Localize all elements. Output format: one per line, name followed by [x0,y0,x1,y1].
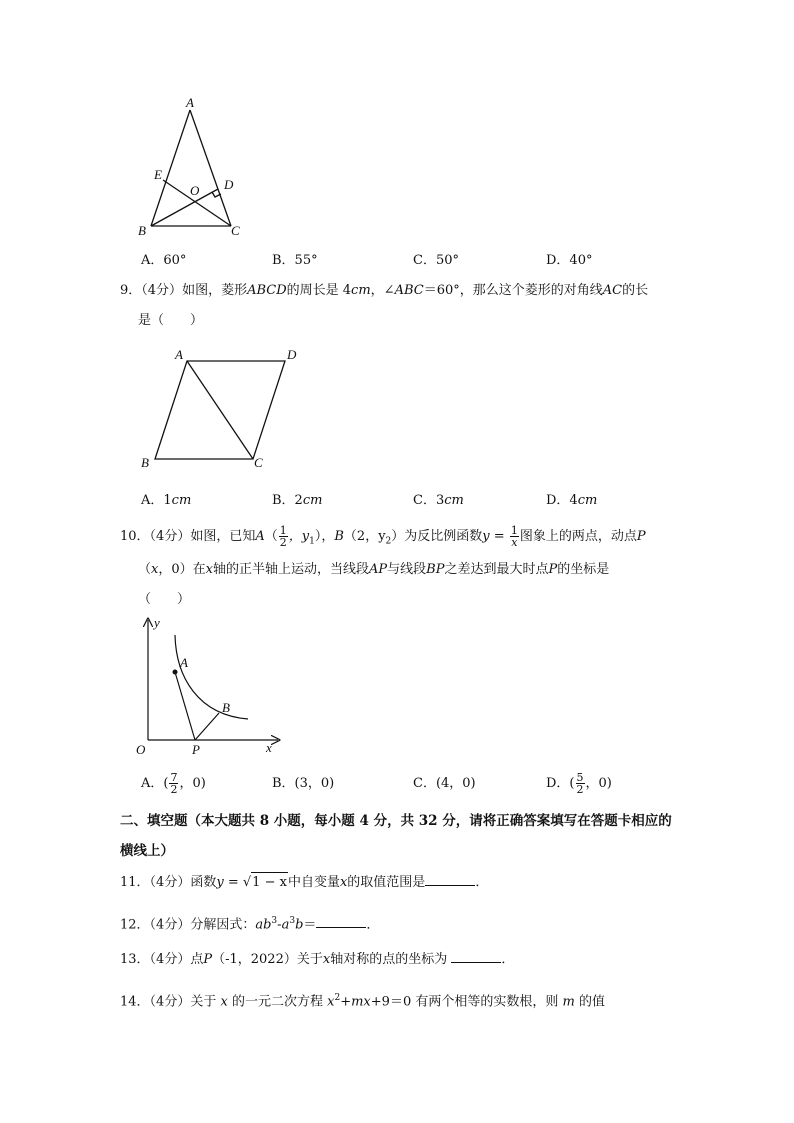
q10-label-o: O [136,742,146,757]
q10-graph-figure [128,615,288,760]
q10-label-a: A [180,655,188,670]
q8-triangle-figure [130,95,270,240]
q8-label-c: C [231,223,240,238]
q10-option-c[interactable]: C．(4，0) [413,776,476,791]
q8-label-a: A [186,95,194,110]
q10-label-y: y [154,615,160,630]
q11-answer-blank[interactable] [425,873,475,886]
section2-heading-line1: 二、填空题（本大题共 8 小题，每小题 4 分，共 32 分，请将正确答案填写在答题卡相应的 [120,813,672,829]
q10-question-line1: 10．（4分）如图，已知A（ $\frac{1}{2}$ ，$y_1$），B（2，$y_2$）为反比例函数y = $\frac{1}{x}$ 图象上的两点，动点P [120,524,646,549]
q12-answer-blank[interactable] [316,915,366,928]
q10-question-line3: （ ） [138,592,191,607]
q12-question: 12．（4分）分解因式：$ab^3-a^3b=$ ． [120,916,380,933]
section2-heading-line2: 横线上） [120,843,174,859]
q10-option-d[interactable]: D．( $\frac{5}{2}$ ，0) [546,771,612,796]
q8-side-ac [190,110,231,226]
q8-label-d: D [224,177,234,192]
q9-diagonal-ac [187,361,253,459]
q9-label-b: B [141,455,149,470]
q10-option-b[interactable]: B．(3，0) [272,776,335,791]
q10-option-a[interactable]: A．( $\frac{7}{2}$ ，0) [141,771,206,796]
q11-question: 11．（4分）函数y = √1 − x中自变量x的取值范围是 ． [120,872,488,893]
q14-question: 14．（4分）关于 x 的一元二次方程 $x^2+mx+9=0$ 有两个相等的实数根，则 m 的值 [120,993,605,1010]
q9-option-a[interactable]: A．1cm [141,493,192,508]
q9-label-a: A [175,347,183,362]
q8-option-b[interactable]: B．55° [272,253,318,268]
q13-answer-blank[interactable] [451,950,501,963]
q9-question-line2: 是（ ） [138,313,204,328]
q10-question-line2: （x，0）在x轴的正半轴上运动，当线段AP与线段BP之差达到最大时点P的坐标是 [138,562,610,577]
q9-rhombus-figure [135,343,315,473]
q9-label-d: D [287,347,297,362]
q10-segment-bp [195,713,219,740]
q8-option-c[interactable]: C．50° [413,253,459,268]
q9-question-line1: 9．（4分）如图，菱形ABCD的周长是 4cm，∠ABC＝60°，那么这个菱形的对角线AC的长 [120,283,649,298]
q10-segment-ap [175,672,195,740]
q9-label-c: C [254,455,263,470]
q10-label-x: x [266,740,272,755]
q10-hyperbola-curve [175,635,248,719]
q10-label-b: B [222,700,230,715]
q8-option-d[interactable]: D．40° [546,253,593,268]
q10-label-p: P [192,742,200,757]
q10-point-a [173,670,178,675]
q8-label-o: O [190,183,200,198]
q13-question: 13．（4分）点P（-1，2022）关于x轴对称的点的坐标为 ． [120,952,515,967]
q9-option-b[interactable]: B．2cm [272,493,323,508]
q9-option-d[interactable]: D．4cm [546,493,598,508]
q8-label-b: B [138,223,146,238]
q9-option-c[interactable]: C．3cm [413,493,464,508]
q8-label-e: E [154,167,162,182]
q8-option-a[interactable]: A．60° [141,253,187,268]
